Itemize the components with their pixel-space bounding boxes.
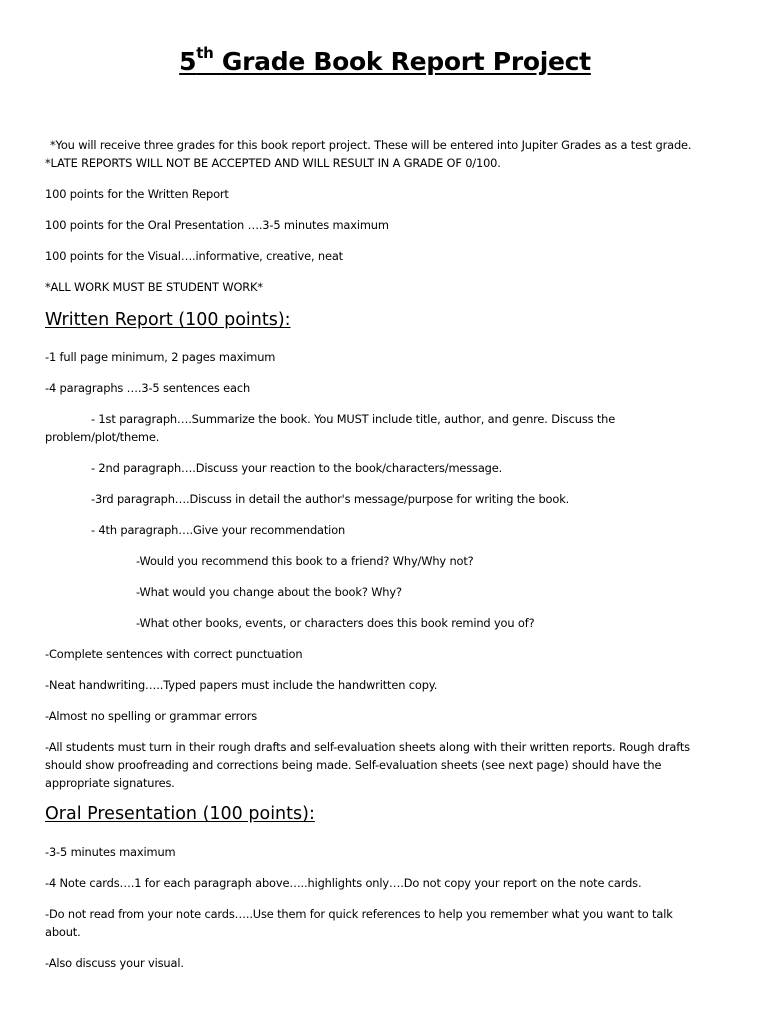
recommendation-question: -Would you recommend this book to a friend? Why/Why not? [136,554,474,568]
written-rule: -Almost no spelling or grammar errors [45,709,258,723]
written-item-length: -1 full page minimum, 2 pages maximum [45,350,276,364]
oral-item-do-not-read: -Do not read from your note cards…..Use them for quick references to help you remember what you want to talk [45,907,673,921]
written-item-paragraphs: -4 paragraphs ….3-5 sentences each [45,381,251,395]
intro-grades-note: *You will receive three grades for this book report project. These will be entered into Jupiter Grades as a test grade. [50,138,692,152]
points-visual: 100 points for the Visual….informative, creative, neat [45,249,344,263]
oral-item-note-cards: -4 Note cards….1 for each paragraph above…..highlights only….Do not copy your report on the note cards. [45,876,642,890]
oral-presentation-heading: Oral Presentation (100 points): [45,804,315,824]
title-text: Grade Book Report Project [221,47,591,76]
written-report-heading: Written Report (100 points): [45,310,291,330]
student-work-note: *ALL WORK MUST BE STUDENT WORK* [45,280,263,294]
written-rule: -Complete sentences with correct punctuation [45,647,303,661]
drafts-note: -All students must turn in their rough drafts and self-evaluation sheets along with their written reports. Rough drafts [45,740,690,754]
oral-item-time: -3-5 minutes maximum [45,845,176,859]
title-number: 5 [179,47,197,76]
recommendation-question: -What other books, events, or characters does this book remind you of? [136,616,535,630]
page-title [0,44,770,76]
oral-item-do-not-read-cont: about. [45,925,81,939]
points-written: 100 points for the Written Report [45,187,229,201]
paragraph-4-instruction: - 4th paragraph….Give your recommendation [91,523,346,537]
written-rule: -Neat handwriting…..Typed papers must include the handwritten copy. [45,678,438,692]
recommendation-question: -What would you change about the book? Why? [136,585,402,599]
drafts-note-cont: should show proofreading and corrections being made. Self-evaluation sheets (see next page) should have the [45,758,662,772]
drafts-note-cont: appropriate signatures. [45,776,175,790]
paragraph-1-instruction: - 1st paragraph….Summarize the book. You MUST include title, author, and genre. Discuss the [91,412,616,426]
paragraph-3-instruction: -3rd paragraph….Discuss in detail the author's message/purpose for writing the book. [91,492,570,506]
late-reports-note: *LATE REPORTS WILL NOT BE ACCEPTED AND WILL RESULT IN A GRADE OF 0/100. [45,156,501,170]
paragraph-1-instruction-cont: problem/plot/theme. [45,430,160,444]
title-ordinal-suffix: th [196,44,214,62]
points-oral: 100 points for the Oral Presentation ….3-5 minutes maximum [45,218,389,232]
oral-item-visual: -Also discuss your visual. [45,956,184,970]
paragraph-2-instruction: - 2nd paragraph….Discuss your reaction to the book/characters/message. [91,461,503,475]
